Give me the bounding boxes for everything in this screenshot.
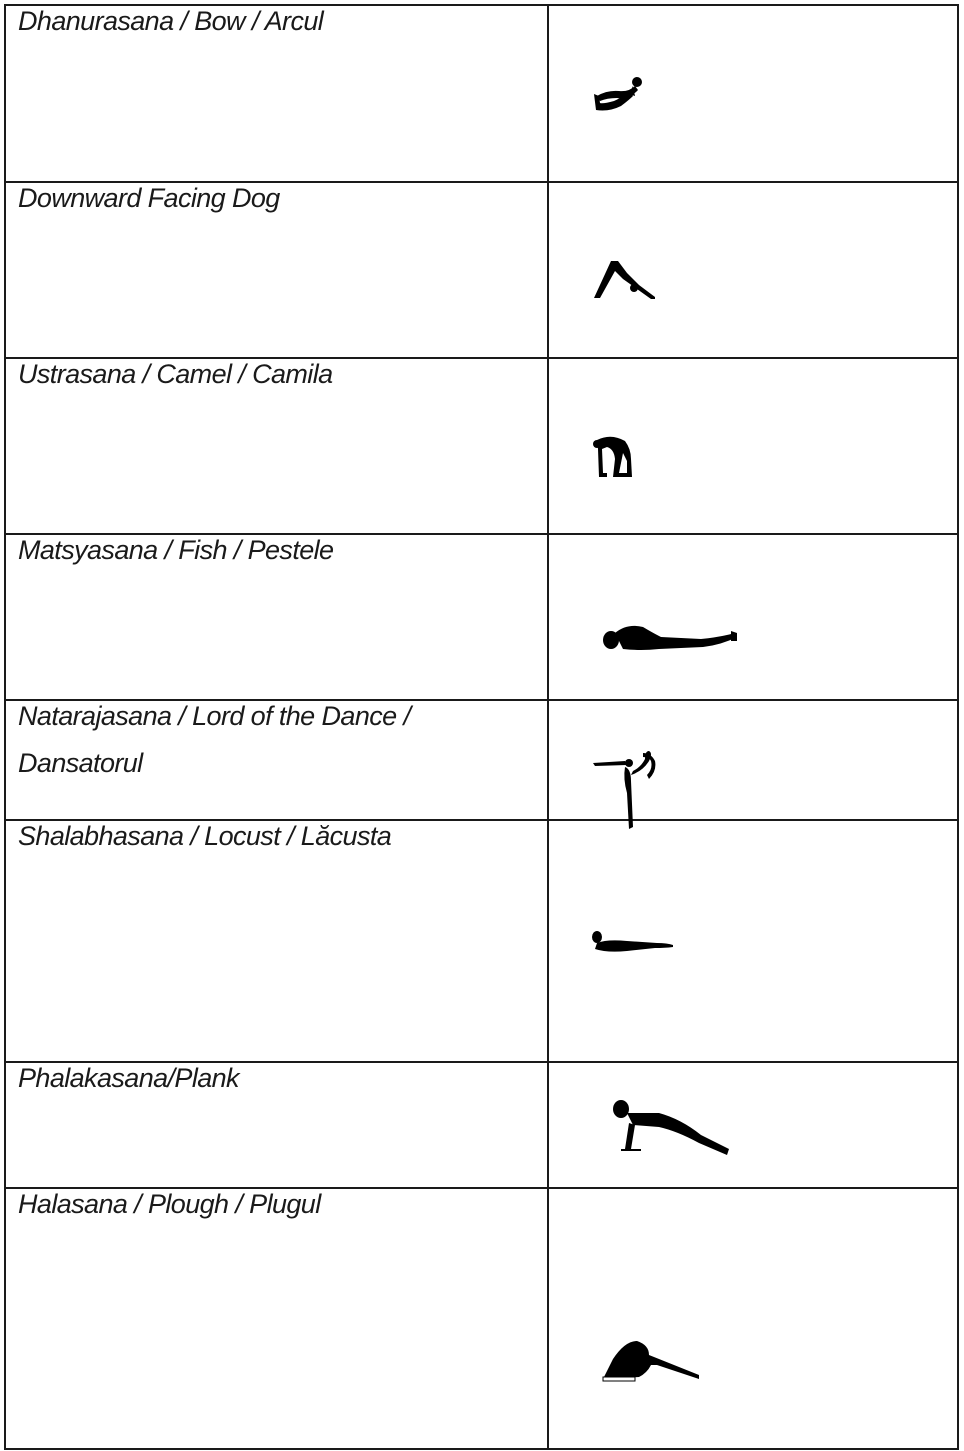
pose-figure-cell [548,1062,958,1188]
pose-figure-cell [548,5,958,182]
pose-name-cell [5,534,548,700]
pose-name-cell [5,1188,548,1449]
downward-dog-pose-icon [569,191,669,311]
locust-pose-icon [567,849,687,969]
pose-name-cell [5,182,548,358]
table-row [5,1188,958,1449]
pose-name-cell [5,5,548,182]
table-row [5,700,958,820]
pose-name-cell [5,700,548,820]
yoga-poses-table [4,4,959,1450]
pose-name-cell [5,820,548,1062]
pose-figure-cell [548,1188,958,1449]
table-row [5,820,958,1062]
table-row [5,5,958,182]
pose-name: Ustrasana / Camel / Camila [18,359,333,389]
pose-name: Natarajasana / Lord of the Dance / Dansatorul [18,701,411,778]
pose-name: Halasana / Plough / Plugul [18,1189,321,1219]
camel-pose-icon [569,369,669,489]
pose-name: Dhanurasana / Bow / Arcul [18,6,324,36]
pose-figure-cell [548,182,958,358]
pose-figure-cell [548,358,958,534]
pose-name: Phalakasana/Plank [18,1063,239,1093]
pose-name-cell [5,358,548,534]
bow-pose-icon [569,24,669,124]
fish-pose-icon [571,551,751,661]
pose-name-cell [5,1062,548,1188]
table-row [5,182,958,358]
plough-pose-icon [573,1229,713,1389]
pose-name: Shalabhasana / Locust / Lăcusta [18,821,392,851]
table-row [5,534,958,700]
table-row [5,358,958,534]
pose-name: Matsyasana / Fish / Pestele [18,535,334,565]
pose-figure-cell [548,820,958,1062]
table-row [5,1062,958,1188]
plank-pose-icon [569,1069,739,1179]
pose-name: Downward Facing Dog [18,183,280,213]
pose-figure-cell [548,534,958,700]
pose-figure-cell [548,700,958,820]
